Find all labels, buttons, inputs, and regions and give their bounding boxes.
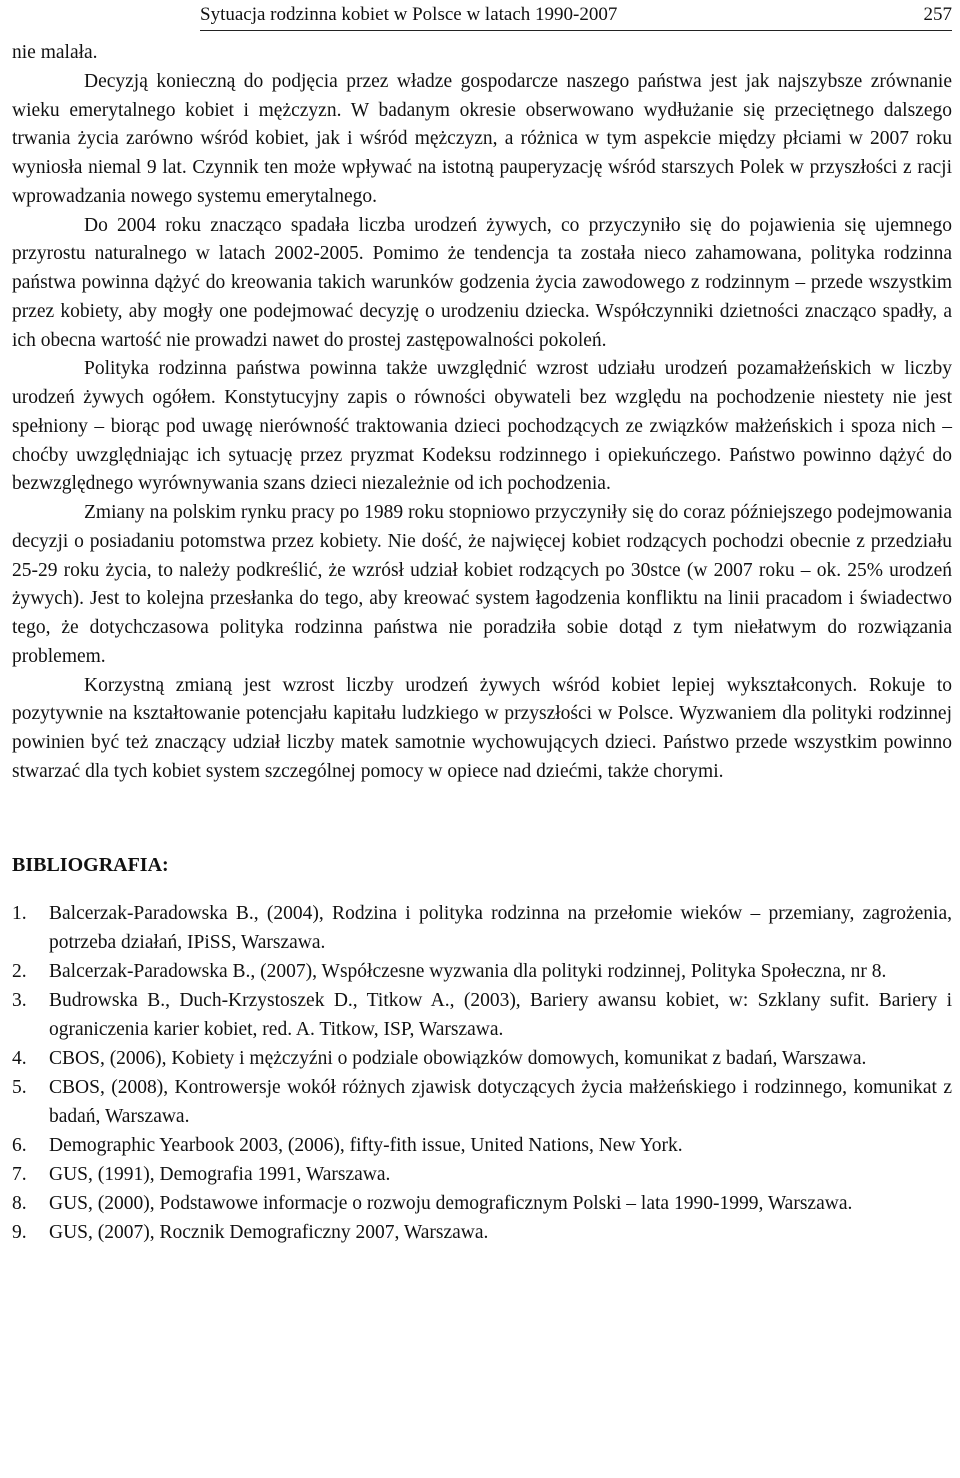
item-number: 5. [12,1076,27,1098]
paragraph: Polityka rodzinna państwa powinna także uwzględnić wzrost udziału urodzeń pozamałżeńskich w liczby urodzeń żywych ogółem. Konstytucyjny zapis o równości obywateli bez względu na pochodzenie niestety nie jest spełniony – biorąc pod uwagę nierówność traktowania dzieci pochodzących ze związków małżeńskich i spoza nich – choćby uwzględniając ich sytuację przez pryzmat Kodeksu rodzinnego i opiekuńczego. Państwo powinno dążyć do bezwzględnego wyrównywania szans dzieci niezależnie od ich pochodzenia. [12,358,952,495]
bibliography-list [12,899,952,1247]
page-number: 257 [923,4,952,25]
paragraph: nie malała. [12,42,98,63]
item-text: GUS, (2000), Podstawowe informacje o rozwoju demograficznym Polski – lata 1990-1999, Warszawa. [49,1192,853,1214]
bibliography-item [12,1189,952,1218]
item-number: 6. [12,1134,27,1156]
item-text: Balcerzak-Paradowska B., (2004), Rodzina i polityka rodzinna na przełomie wieków – przemiany, zagrożenia, potrzeba działań, IPiSS, Warszawa. [49,902,952,953]
item-text: CBOS, (2008), Kontrowersje wokół różnych zjawisk dotyczących życia małżeńskiego i rodzinnego, komunikat z badań, Warszawa. [49,1076,952,1127]
item-text: GUS, (1991), Demografia 1991, Warszawa. [49,1163,391,1185]
paragraph: Zmiany na polskim rynku pracy po 1989 roku stopniowo przyczyniły się do coraz późniejszego podejmowania decyzji o posiadaniu potomstwa przez kobiety. Nie dość, że najwięcej kobiet rodzących pochodzi obecnie z przedziału 25-29 roku życia, to należy podkreślić, że wzrósł udział kobiet rodzących po 30stce (w 2007 roku – ok. 25% urodzeń żywych). Jest to kolejna przesłanka do tego, aby kreować system łagodzenia konfliktu na linii pracadom i świadectwo tego, że dotychczasowa polityka rodzinna państwa nie poradziła sobie dotąd z tym niełatwym do rozwiązania problemem. [12,502,952,667]
bibliography-item [12,1131,952,1160]
item-number: 4. [12,1047,27,1069]
bibliography-item [12,957,952,986]
item-number: 9. [12,1221,27,1243]
running-title: Sytuacja rodzinna kobiet w Polsce w latach 1990-2007 [200,4,618,25]
bibliography-item [12,1218,952,1247]
item-text: GUS, (2007), Rocznik Demograficzny 2007, Warszawa. [49,1221,489,1243]
item-text: Balcerzak-Paradowska B., (2007), Współczesne wyzwania dla polityki rodzinnej, Polityka Społeczna, nr 8. [49,960,887,982]
item-text: Demographic Yearbook 2003, (2006), fifty-fith issue, United Nations, New York. [49,1134,683,1156]
running-header [12,0,952,34]
bibliography-heading: BIBLIOGRAFIA: [12,853,169,876]
item-number: 3. [12,989,27,1011]
item-number: 7. [12,1163,27,1185]
header-rule [200,30,952,31]
bibliography-item [12,1044,952,1073]
item-number: 1. [12,902,27,924]
bibliography-item [12,1073,952,1131]
bibliography-item [12,986,952,1044]
paragraph: Decyzją konieczną do podjęcia przez władze gospodarcze naszego państwa jest jak najszybsze zrównanie wieku emerytalnego kobiet i mężczyzn. W badanym okresie obserwowano wydłużanie się przeciętnego dalszego trwania życia zarówno wśród kobiet, jak i wśród mężczyzn, a różnica w tym aspekcie między płciami w 2007 roku wyniosła niemal 9 lat. Czynnik ten może wpływać na istotną pauperyzację wśród starszych Polek w przyszłości z racji wprowadzania nowego systemu emerytalnego. [12,70,952,207]
paragraph: Do 2004 roku znacząco spadała liczba urodzeń żywych, co przyczyniło się do pojawienia się ujemnego przyrostu naturalnego w latach 2002-2005. Pomimo że tendencja ta została nieco zahamowana, polityka rodzinna państwa powinna dążyć do kreowania takich warunków godzenia życia zawodowego z rodzinnym – przede wszystkim przez kobiety, aby mogły one podejmować decyzję o urodzeniu dziecka. Współczynniki dzietności znacząco spadły, a ich obecna wartość nie prowadzi nawet do prostej zastępowalności pokoleń. [12,214,952,351]
item-text: Budrowska B., Duch-Krzystoszek D., Titkow A., (2003), Bariery awansu kobiet, w: Szklany sufit. Bariery i ograniczenia karier kobiet, red. A. Titkow, ISP, Warszawa. [49,989,952,1040]
item-number: 8. [12,1192,27,1214]
body-text [12,39,952,787]
bibliography-item [12,1160,952,1189]
document-page [12,0,952,1247]
item-text: CBOS, (2006), Kobiety i mężczyźni o podziale obowiązków domowych, komunikat z badań, Warszawa. [49,1047,867,1069]
bibliography-item [12,899,952,957]
item-number: 2. [12,960,27,982]
paragraph: Korzystną zmianą jest wzrost liczby urodzeń żywych wśród kobiet lepiej wykształconych. Rokuje to pozytywnie na kształtowanie potencjału kapitału ludzkiego w przyszłości w Polsce. Wyzwaniem dla polityki rodzinnej powinien być też znaczący udział liczby matek samotnie wychowujących dzieci. Państwo przede wszystkim powinno stwarzać dla tych kobiet system szczególnej pomocy w opiece nad dziećmi, także chorymi. [12,674,952,782]
